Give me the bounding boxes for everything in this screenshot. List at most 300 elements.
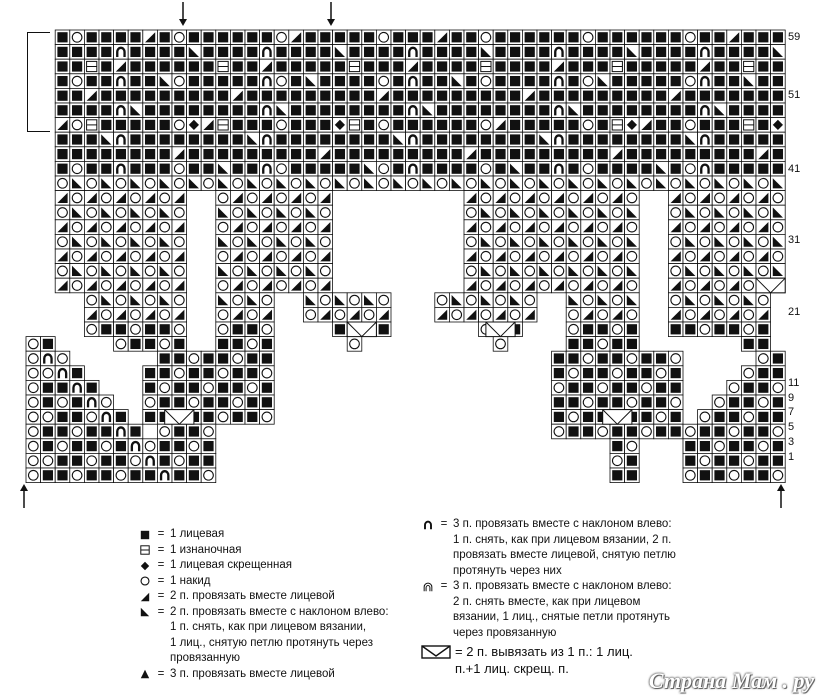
chart-cell xyxy=(756,351,771,366)
chart-cell xyxy=(347,337,362,352)
chart-cell xyxy=(552,74,567,89)
chart-cell xyxy=(756,234,771,249)
chart-cell xyxy=(260,366,275,381)
chart-cell xyxy=(698,234,713,249)
chart-cell xyxy=(99,132,114,147)
chart-cell xyxy=(128,220,143,235)
chart-cell xyxy=(771,249,786,264)
chart-cell xyxy=(230,234,245,249)
chart-cell xyxy=(771,74,786,89)
chart-cell xyxy=(712,30,727,45)
chart-cell xyxy=(771,147,786,162)
chart-cell xyxy=(333,103,348,118)
chart-cell xyxy=(347,161,362,176)
chart-cell xyxy=(245,410,260,425)
chart-cell xyxy=(303,234,318,249)
chart-cell xyxy=(157,380,172,395)
chart-cell xyxy=(362,30,377,45)
chart-cell xyxy=(493,103,508,118)
chart-cell xyxy=(187,424,202,439)
chart-cell xyxy=(187,30,202,45)
chart-cell xyxy=(84,147,99,162)
chart-cell xyxy=(84,103,99,118)
chart-cell xyxy=(114,88,129,103)
chart-cell xyxy=(435,307,450,322)
chart-cell xyxy=(508,234,523,249)
legend-right xyxy=(421,517,686,677)
chart-cell xyxy=(55,103,70,118)
chart-cell xyxy=(712,88,727,103)
chart-cell xyxy=(157,191,172,206)
chart-cell xyxy=(639,147,654,162)
chart-cell xyxy=(595,264,610,279)
chart-cell xyxy=(625,278,640,293)
chart-cell xyxy=(537,74,552,89)
chart-cell xyxy=(376,307,391,322)
chart-cell xyxy=(274,205,289,220)
chart-cell xyxy=(435,74,450,89)
chart-cell xyxy=(41,366,56,381)
chart-cell xyxy=(201,380,216,395)
legend-left-item xyxy=(138,543,408,559)
chart-cell xyxy=(493,132,508,147)
chart-cell xyxy=(303,161,318,176)
chart-cell xyxy=(479,249,494,264)
chart-cell xyxy=(522,103,537,118)
chart-cell xyxy=(464,176,479,191)
chart-cell xyxy=(581,234,596,249)
chart-cell xyxy=(245,118,260,133)
chart-cell xyxy=(289,132,304,147)
chart-cell xyxy=(741,395,756,410)
chart-cell xyxy=(391,45,406,60)
chart-cell xyxy=(552,205,567,220)
chart-cell xyxy=(625,293,640,308)
chart-cell xyxy=(522,307,537,322)
chart-cell xyxy=(420,176,435,191)
chart-cell xyxy=(727,439,742,454)
chart-cell xyxy=(727,395,742,410)
chart-cell xyxy=(771,380,786,395)
chart-cell xyxy=(479,278,494,293)
chart-cell xyxy=(99,59,114,74)
chart-cell xyxy=(55,191,70,206)
chart-cell xyxy=(333,132,348,147)
chart-cell xyxy=(756,366,771,381)
chart-cell xyxy=(552,161,567,176)
chart-cell xyxy=(683,88,698,103)
chart-cell xyxy=(55,88,70,103)
chart-cell xyxy=(552,59,567,74)
chart-cell xyxy=(566,337,581,352)
chart-cell xyxy=(84,45,99,60)
chart-cell xyxy=(143,118,158,133)
chart-cell xyxy=(230,191,245,206)
chart-cell xyxy=(566,161,581,176)
chart-cell xyxy=(741,147,756,162)
legend-left-text: 1 изнаночная xyxy=(170,543,242,556)
chart-cell xyxy=(55,118,70,133)
legend-left-item xyxy=(138,527,408,543)
chart-cell xyxy=(406,161,421,176)
chart-cell xyxy=(464,249,479,264)
chart-cell xyxy=(99,88,114,103)
chart-cell xyxy=(639,351,654,366)
chart-cell xyxy=(654,147,669,162)
chart-cell xyxy=(128,264,143,279)
chart-cell xyxy=(260,88,275,103)
chart-cell xyxy=(70,59,85,74)
chart-cell xyxy=(435,103,450,118)
chart-cell xyxy=(274,74,289,89)
row-number: 3 xyxy=(788,436,795,448)
chart-cell xyxy=(595,293,610,308)
chart-cell xyxy=(187,103,202,118)
chart-cell xyxy=(318,103,333,118)
legend-left-text: 1 лицевая xyxy=(170,528,225,540)
chart-cell xyxy=(712,132,727,147)
chart-cell xyxy=(230,59,245,74)
chart-cell xyxy=(741,468,756,483)
chart-cell xyxy=(464,220,479,235)
chart-cell xyxy=(610,176,625,191)
chart-cell xyxy=(449,132,464,147)
chart-cell xyxy=(376,176,391,191)
chart-cell xyxy=(41,351,56,366)
chart-cell xyxy=(260,293,275,308)
chart-cell xyxy=(99,410,114,425)
row-number: 21 xyxy=(788,306,801,318)
chart-cell xyxy=(216,147,231,162)
chart-cell xyxy=(70,453,85,468)
chart-cell xyxy=(756,88,771,103)
chart-cell xyxy=(230,307,245,322)
chart-cell xyxy=(741,45,756,60)
chart-cell xyxy=(303,30,318,45)
chart-cell xyxy=(771,234,786,249)
chart-cell xyxy=(274,234,289,249)
chart-cell xyxy=(260,74,275,89)
chart-cell xyxy=(566,45,581,60)
chart-cell xyxy=(595,45,610,60)
chart-cell xyxy=(625,176,640,191)
chart-cell xyxy=(157,30,172,45)
chart-cell xyxy=(668,191,683,206)
chart-cell xyxy=(464,103,479,118)
chart-cell xyxy=(406,45,421,60)
chart-cell xyxy=(698,191,713,206)
chart-cell xyxy=(260,351,275,366)
chart-cell xyxy=(245,161,260,176)
chart-cell xyxy=(756,468,771,483)
chart-cell xyxy=(479,59,494,74)
chart-cell xyxy=(303,132,318,147)
chart-cell xyxy=(683,147,698,162)
chart-cell xyxy=(55,395,70,410)
chart-cell xyxy=(41,337,56,352)
chart-cell xyxy=(55,205,70,220)
chart-cell xyxy=(70,264,85,279)
chart-cell xyxy=(318,205,333,220)
chart-cell xyxy=(260,307,275,322)
repeat-bracket xyxy=(27,32,50,132)
chart-cell xyxy=(566,74,581,89)
chart-cell xyxy=(187,395,202,410)
chart-cell xyxy=(362,307,377,322)
chart-cell xyxy=(26,366,41,381)
chart-cell xyxy=(698,45,713,60)
chart-cell xyxy=(128,59,143,74)
chart-cell xyxy=(26,395,41,410)
chart-cell xyxy=(771,439,786,454)
chart-cell xyxy=(639,88,654,103)
chart-cell xyxy=(99,278,114,293)
chart-cell xyxy=(741,264,756,279)
chart-cell xyxy=(435,30,450,45)
chart-cell xyxy=(230,205,245,220)
chart-cell xyxy=(698,293,713,308)
chart-cell xyxy=(595,220,610,235)
chart-cell xyxy=(420,132,435,147)
chart-cell xyxy=(128,30,143,45)
chart-cell xyxy=(84,468,99,483)
chart-cell xyxy=(595,74,610,89)
chart-cell xyxy=(230,278,245,293)
chart-cell xyxy=(654,74,669,89)
chart-cell xyxy=(333,30,348,45)
chart-cell xyxy=(303,278,318,293)
chart-cell xyxy=(712,453,727,468)
chart-cell xyxy=(566,234,581,249)
chart-cell xyxy=(391,30,406,45)
chart-cell xyxy=(756,176,771,191)
chart-cell xyxy=(449,293,464,308)
chart-cell xyxy=(435,45,450,60)
chart-cell xyxy=(610,351,625,366)
chart-cell xyxy=(187,132,202,147)
chart-cell xyxy=(625,264,640,279)
chart-cell xyxy=(595,118,610,133)
chart-cell xyxy=(668,424,683,439)
chart-cell xyxy=(143,103,158,118)
chart-cell xyxy=(522,45,537,60)
chart-cell xyxy=(55,147,70,162)
chart-cell xyxy=(376,118,391,133)
chart-cell xyxy=(449,161,464,176)
chart-cell xyxy=(260,337,275,352)
chart-cell xyxy=(201,161,216,176)
chart-cell xyxy=(654,132,669,147)
chart-cell xyxy=(260,161,275,176)
chart-cell xyxy=(99,249,114,264)
chart-cell xyxy=(771,88,786,103)
chart-cell xyxy=(128,307,143,322)
chart-cell xyxy=(128,439,143,454)
chart-cell xyxy=(522,293,537,308)
chart-cell xyxy=(55,220,70,235)
chart-cell xyxy=(143,234,158,249)
chart-cell xyxy=(70,380,85,395)
chart-cell xyxy=(114,118,129,133)
chart-cell xyxy=(362,132,377,147)
chart-cell xyxy=(274,30,289,45)
chart-cell xyxy=(595,103,610,118)
chart-cell xyxy=(508,161,523,176)
chart-cell xyxy=(84,205,99,220)
chart-cell xyxy=(157,307,172,322)
chart-cell xyxy=(157,45,172,60)
chart-cell xyxy=(595,395,610,410)
chart-cell xyxy=(128,74,143,89)
chart-cell xyxy=(464,45,479,60)
chart-cell xyxy=(187,468,202,483)
chart-cell xyxy=(727,103,742,118)
chart-cell xyxy=(493,161,508,176)
chart-cell xyxy=(84,88,99,103)
chart-cell xyxy=(493,74,508,89)
chart-cell xyxy=(522,264,537,279)
chart-cell xyxy=(26,453,41,468)
chart-cell xyxy=(55,30,70,45)
chart-cell xyxy=(449,307,464,322)
chart-cell xyxy=(99,439,114,454)
chart-cell xyxy=(698,74,713,89)
chart-cell xyxy=(245,74,260,89)
chart-cell xyxy=(114,45,129,60)
chart-cell xyxy=(683,439,698,454)
double-arch-icon xyxy=(421,579,435,594)
chart-cell xyxy=(303,176,318,191)
chart-cell xyxy=(537,147,552,162)
chart-cell xyxy=(230,132,245,147)
chart-cell xyxy=(406,132,421,147)
chart-cell xyxy=(698,264,713,279)
chart-cell xyxy=(143,380,158,395)
chart-cell xyxy=(668,118,683,133)
chart-cell xyxy=(318,118,333,133)
chart-cell xyxy=(698,103,713,118)
chart-cell xyxy=(756,322,771,337)
chart-cell xyxy=(420,74,435,89)
chart-cell xyxy=(303,191,318,206)
chart-cell xyxy=(552,88,567,103)
chart-cell xyxy=(260,380,275,395)
chart-cell xyxy=(595,205,610,220)
chart-cell xyxy=(99,161,114,176)
chart-cell xyxy=(172,88,187,103)
chart-cell xyxy=(771,30,786,45)
chart-cell xyxy=(698,220,713,235)
chart-cell xyxy=(610,337,625,352)
arrow-down-icon xyxy=(179,2,187,26)
chart-cell xyxy=(727,468,742,483)
chart-cell xyxy=(376,322,391,337)
chart-cell xyxy=(55,264,70,279)
chart-cell xyxy=(537,132,552,147)
chart-cell xyxy=(522,249,537,264)
chart-cell xyxy=(128,45,143,60)
chart-cell xyxy=(128,453,143,468)
chart-cell xyxy=(625,88,640,103)
chart-cell xyxy=(756,307,771,322)
chart-cell xyxy=(143,453,158,468)
chart-cell xyxy=(479,293,494,308)
chart-cell xyxy=(391,74,406,89)
chart-cell xyxy=(55,439,70,454)
row-number: 41 xyxy=(788,163,801,175)
chart-cell xyxy=(508,118,523,133)
chart-cell xyxy=(128,249,143,264)
chart-cell xyxy=(435,59,450,74)
chart-cell xyxy=(143,45,158,60)
chart-cell xyxy=(654,161,669,176)
chart-cell xyxy=(230,45,245,60)
legend-left-text: 3 п. провязать вместе лицевой xyxy=(170,667,335,680)
chart-cell xyxy=(70,410,85,425)
chart-cell xyxy=(712,439,727,454)
chart-cell xyxy=(187,59,202,74)
chart-cell xyxy=(216,74,231,89)
chart-cell xyxy=(771,205,786,220)
chart-cell xyxy=(610,380,625,395)
chart-cell xyxy=(347,118,362,133)
chart-cell xyxy=(70,278,85,293)
chart-cell xyxy=(712,307,727,322)
chart-cell xyxy=(143,366,158,381)
chart-cell xyxy=(668,264,683,279)
chart-cell xyxy=(508,249,523,264)
chart-cell xyxy=(260,264,275,279)
chart-cell xyxy=(508,30,523,45)
chart-cell xyxy=(157,59,172,74)
chart-cell xyxy=(187,147,202,162)
chart-cell xyxy=(552,249,567,264)
chart-cell xyxy=(216,249,231,264)
legend-left-item xyxy=(138,574,408,590)
chart-cell xyxy=(683,191,698,206)
chart-cell xyxy=(683,249,698,264)
chart-cell xyxy=(566,351,581,366)
legend-left-item xyxy=(138,589,408,605)
chart-cell xyxy=(581,205,596,220)
chart-cell xyxy=(698,205,713,220)
chart-cell xyxy=(172,293,187,308)
chart-cell xyxy=(114,30,129,45)
chart-cell xyxy=(683,220,698,235)
arrow-up-icon xyxy=(777,484,785,508)
chart-cell xyxy=(143,264,158,279)
chart-cell xyxy=(435,161,450,176)
chart-cell xyxy=(566,366,581,381)
chart-cell xyxy=(668,59,683,74)
chart-cell xyxy=(128,278,143,293)
chart-cell xyxy=(683,118,698,133)
chart-cell xyxy=(727,424,742,439)
chart-cell xyxy=(41,424,56,439)
chart-cell xyxy=(537,249,552,264)
chart-cell xyxy=(479,264,494,279)
chart-cell xyxy=(741,424,756,439)
chart-cell xyxy=(84,191,99,206)
chart-cell xyxy=(143,322,158,337)
chart-cell xyxy=(216,176,231,191)
chart-cell xyxy=(99,103,114,118)
chart-cell xyxy=(172,264,187,279)
chart-cell xyxy=(625,395,640,410)
chart-cell xyxy=(143,220,158,235)
chart-cell xyxy=(698,161,713,176)
chart-cell xyxy=(245,366,260,381)
